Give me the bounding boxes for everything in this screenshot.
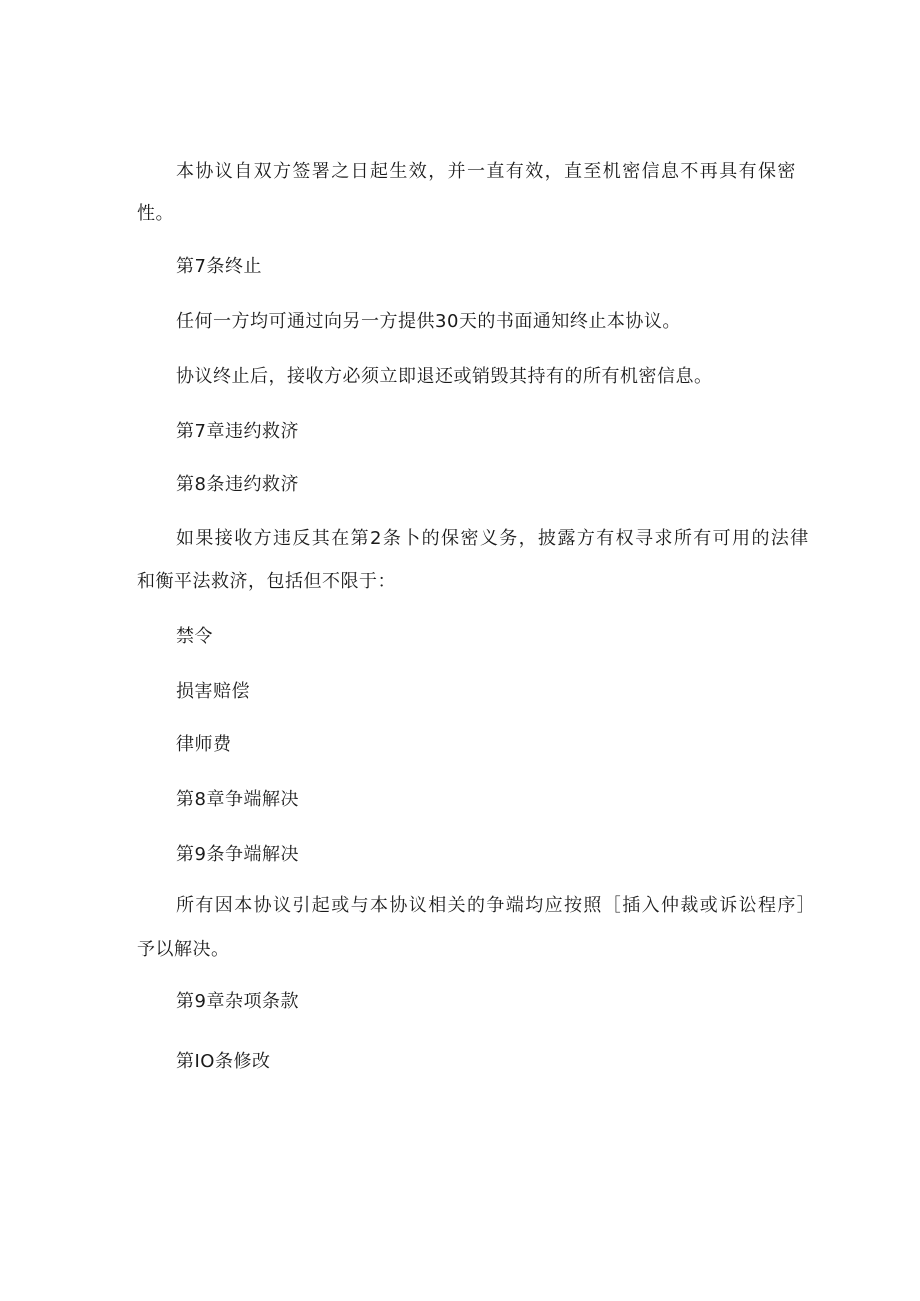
return-information-paragraph: 协议终止后，接收方必须立即退还或销毁其持有的所有机密信息。 [176,366,713,387]
paragraph-effectiveness-line-2: 性。 [137,203,174,224]
article-10-heading: 第IO条修改 [176,1051,271,1072]
remedy-item-injunction: 禁令 [176,626,213,647]
chapter-7-heading: 第7章违约救济 [176,421,299,442]
remedies-paragraph-line-1: 如果接收方违反其在第2条卜的保密义务，披露方有权寻求所有可用的法律 [176,528,810,549]
article-8-heading: 第8条违约救济 [176,474,299,495]
article-9-heading: 第9条争端解决 [176,844,299,865]
chapter-8-heading: 第8章争端解决 [176,789,299,810]
article-7-heading: 第7条终止 [176,256,262,277]
remedy-item-damages: 损害赔偿 [176,681,250,702]
remedies-paragraph-line-2: 和衡平法救济，包括但不限于： [137,571,396,592]
termination-notice-paragraph: 任何一方均可通过向另一方提供30天的书面通知终止本协议。 [176,311,681,332]
dispute-paragraph-line-1: 所有因本协议引起或与本协议相关的争端均应按照［插入仲裁或诉讼程序］ [176,895,817,916]
remedy-item-attorney-fees: 律师费 [176,734,232,755]
chapter-9-heading: 第9章杂项条款 [176,991,299,1012]
paragraph-effectiveness-line-1: 本协议自双方签署之日起生效，并一直有效，直至机密信息不再具有保密 [176,161,797,182]
dispute-paragraph-line-2: 予以解决。 [137,939,230,960]
